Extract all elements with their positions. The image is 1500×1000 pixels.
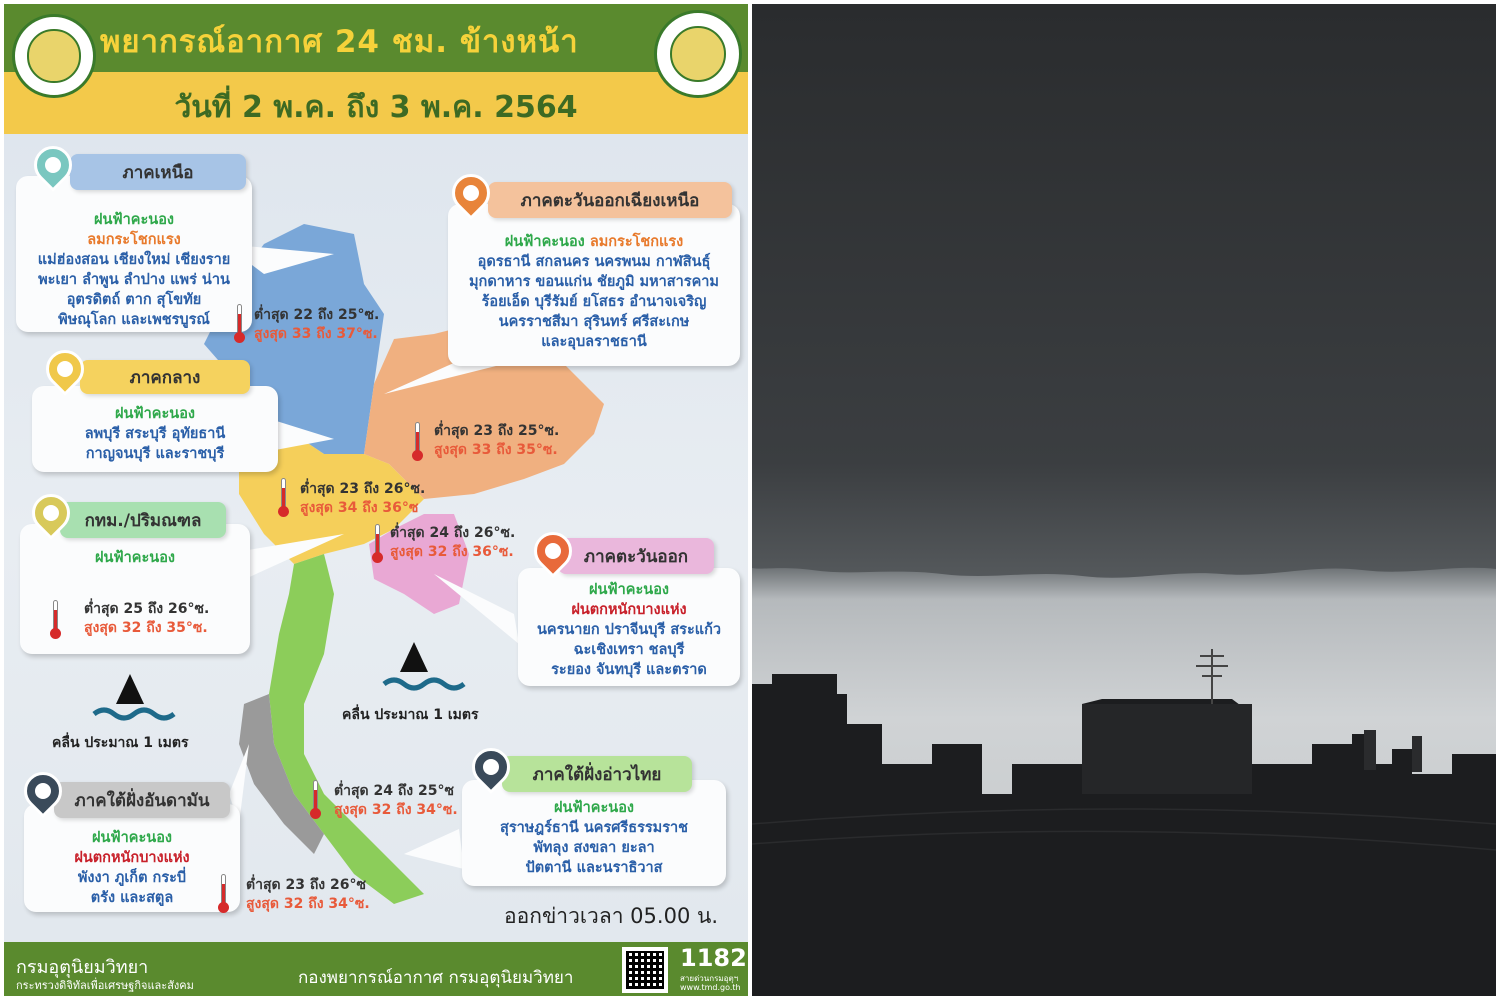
south-gulf-region-shape	[269, 554, 424, 904]
north-min-temp: ต่ำสุด 22 ถึง 25°ซ.	[254, 307, 380, 323]
central-province-line: กาญจนบุรี และราชบุรี	[85, 446, 225, 462]
thermometer-icon	[372, 524, 382, 564]
northeast-title-tab: ภาคตะวันออกเฉียงเหนือ	[488, 182, 732, 218]
central-temp	[300, 480, 425, 518]
south-andaman-title-tab: ภาคใต้ฝั่งอันดามัน	[54, 782, 230, 818]
storm-cloud-photo	[752, 4, 1496, 996]
north-province-line: แม่ฮ่องสอน เชียงใหม่ เชียงราย	[37, 252, 231, 268]
boat-icon	[116, 674, 144, 704]
south-gulf-temp	[334, 782, 458, 820]
bangkok-temp	[84, 600, 209, 638]
north-max-temp: สูงสุด 33 ถึง 37°ซ.	[254, 326, 378, 342]
south-gulf-province-line: พัทลุง สงขลา ยะลา	[533, 840, 655, 856]
east-province-line: ระยอง จันทบุรี และตราด	[551, 662, 707, 678]
forecast-date: วันที่ 2 พ.ค. ถึง 3 พ.ค. 2564	[174, 90, 578, 125]
hotline-caption-line2: www.tmd.go.th	[680, 983, 741, 992]
bangkok-max-temp: สูงสุด 32 ถึง 35°ซ.	[84, 620, 208, 636]
northeast-province-line: มุกดาหาร ขอนแก่น ชัยภูมิ มหาสารคาม	[469, 274, 719, 290]
central-province-line: ลพบุรี สระบุรี อุทัยธานี	[84, 426, 226, 442]
thermometer-icon	[50, 600, 60, 640]
south-andaman-weather-line2: ฝนตกหนักบางแห่ง	[74, 850, 190, 866]
hotline-caption-line1: สายด่วนกรมอุตุฯ	[680, 974, 739, 983]
north-weather-line1: ฝนฟ้าคะนอง	[93, 212, 174, 228]
south-gulf-province-line: สุราษฎร์ธานี นครศรีธรรมราช	[500, 820, 688, 836]
thermometer-icon	[412, 422, 422, 462]
northeast-max-temp: สูงสุด 33 ถึง 35°ซ.	[434, 442, 558, 458]
andaman-wave-text: คลื่น ประมาณ 1 เมตร	[52, 735, 189, 751]
thermometer-icon	[234, 304, 244, 344]
north-province-line: พิษณุโลก และเพชรบูรณ์	[58, 312, 210, 328]
east-min-temp: ต่ำสุด 24 ถึง 26°ซ.	[390, 525, 516, 541]
south-andaman-province-line: ตรัง และสตูล	[90, 890, 174, 906]
northeast-weather-line1a: ฝนฟ้าคะนอง	[504, 234, 585, 250]
east-card	[518, 568, 740, 686]
east-weather-line1: ฝนฟ้าคะนอง	[588, 582, 669, 598]
thermometer-icon	[218, 874, 228, 914]
bangkok-min-temp: ต่ำสุด 25 ถึง 26°ซ.	[84, 601, 210, 617]
north-province-line: พะเยา ลำพูน ลำปาง แพร่ น่าน	[38, 272, 230, 288]
issued-time: ออกข่าวเวลา 05.00 น.	[504, 904, 719, 928]
bangkok-title-tab: กทม./ปริมณฑล	[60, 502, 226, 538]
bangkok-weather-line1: ฝนฟ้าคะนอง	[94, 550, 175, 566]
northeast-province-line: และอุบลราชธานี	[541, 334, 647, 350]
central-title-tab: ภาคกลาง	[80, 360, 250, 394]
hotline-number: 1182	[680, 944, 747, 972]
thermometer-icon	[278, 478, 288, 518]
north-title-tab: ภาคเหนือ	[70, 154, 246, 190]
northeast-card	[448, 204, 740, 366]
east-max-temp: สูงสุด 32 ถึง 36°ซ.	[390, 544, 514, 560]
east-province-line: ฉะเชิงเทรา ชลบุรี	[573, 642, 685, 658]
poster-title: พยากรณ์อากาศ 24 ชม. ข้างหน้า	[100, 24, 579, 60]
east-weather-line2: ฝนตกหนักบางแห่ง	[571, 602, 687, 618]
poster-footer	[4, 942, 748, 996]
south-gulf-weather-line1: ฝนฟ้าคะนอง	[553, 800, 634, 816]
central-card	[32, 386, 278, 472]
qr-code-icon	[622, 947, 668, 993]
south-gulf-title-tab: ภาคใต้ฝั่งอ่าวไทย	[502, 756, 692, 792]
footer-org: กรมอุตุนิยมวิทยา	[16, 957, 149, 978]
northeast-province-line: ร้อยเอ็ด บุรีรัมย์ ยโสธร อำนาจเจริญ	[481, 294, 707, 310]
northeast-weather-line1b: ลมกระโชกแรง	[589, 234, 684, 250]
central-weather-line1: ฝนฟ้าคะนอง	[114, 406, 195, 422]
gulf-wave-text: คลื่น ประมาณ 1 เมตร	[342, 707, 479, 723]
footer-division: กองพยากรณ์อากาศ กรมอุตุนิยมวิทยา	[298, 968, 574, 988]
storm-cloud	[752, 4, 1496, 578]
south-andaman-weather-line1: ฝนฟ้าคะนอง	[91, 830, 172, 846]
east-province-line: นครนายก ปราจีนบุรี สระแก้ว	[536, 622, 722, 638]
north-province-line: อุตรดิตถ์ ตาก สุโขทัย	[66, 292, 202, 308]
south-andaman-province-line: พังงา ภูเก็ต กระบี่	[77, 870, 187, 886]
northeast-min-temp: ต่ำสุด 23 ถึง 25°ซ.	[434, 423, 560, 439]
footer-ministry: กระทรวงดิจิทัลเพื่อเศรษฐกิจและสังคม	[16, 979, 194, 992]
east-title-tab: ภาคตะวันออก	[558, 538, 714, 574]
south-gulf-card	[462, 780, 726, 886]
northeast-temp	[434, 422, 559, 460]
boat-icon	[400, 642, 428, 672]
south-andaman-min-temp: ต่ำสุด 23 ถึง 26°ซ	[246, 877, 366, 893]
thermometer-icon	[310, 780, 320, 820]
central-max-temp: สูงสุด 34 ถึง 36°ซ	[300, 500, 419, 516]
northeast-province-line: อุดรธานี สกลนคร นครพนม กาฬสินธุ์	[477, 254, 711, 270]
forecast-poster	[4, 4, 748, 996]
hotline-caption	[680, 974, 741, 992]
south-gulf-min-temp: ต่ำสุด 24 ถึง 25°ซ	[334, 783, 454, 799]
south-andaman-max-temp: สูงสุด 32 ถึง 34°ซ.	[246, 896, 370, 912]
north-card	[16, 176, 252, 332]
east-temp	[390, 524, 515, 562]
north-weather-line2: ลมกระโชกแรง	[87, 232, 181, 248]
storm-scene	[752, 4, 1496, 996]
north-temp	[254, 306, 379, 344]
south-andaman-temp	[246, 876, 370, 914]
central-min-temp: ต่ำสุด 23 ถึง 26°ซ.	[300, 481, 426, 497]
south-gulf-max-temp: สูงสุด 32 ถึง 34°ซ.	[334, 802, 458, 818]
south-andaman-card	[24, 804, 240, 912]
northeast-province-line: นครราชสีมา สุรินทร์ ศรีสะเกษ	[498, 314, 690, 330]
south-gulf-province-line: ปัตตานี และนราธิวาส	[525, 860, 663, 876]
